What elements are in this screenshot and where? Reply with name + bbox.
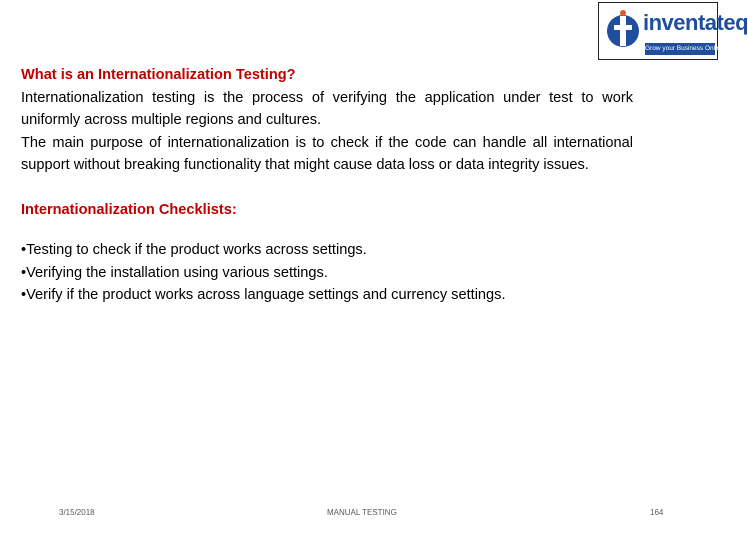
section-heading-what-is: What is an Internationalization Testing? — [21, 67, 296, 83]
footer-title: MANUAL TESTING — [327, 508, 397, 517]
logo-mark-icon — [604, 7, 642, 55]
slide-content — [21, 64, 633, 307]
checklist-item: •Testing to check if the product works across settings. — [21, 242, 367, 258]
logo-tagline: Grow your Business Online — [645, 43, 715, 55]
footer-date: 3/15/2018 — [59, 508, 95, 517]
slide-number: 164 — [650, 508, 664, 517]
purpose-paragraph: The main purpose of internationalization is to check if the code can handle all international support without breaking functionality that might cause data loss or data integrity issues. — [21, 134, 633, 173]
brand-logo — [598, 2, 748, 60]
section-heading-checklists: Internationalization Checklists: — [21, 201, 237, 218]
checklist-item: •Verify if the product works across language settings and currency settings. — [21, 287, 506, 303]
checklist-item: •Verifying the installation using various settings. — [21, 264, 328, 281]
logo-wordmark: inventateq — [643, 10, 748, 35]
intro-paragraph: Internationalization testing is the process of verifying the application under test to work uniformly across multiple regions and cultures. — [21, 89, 633, 128]
